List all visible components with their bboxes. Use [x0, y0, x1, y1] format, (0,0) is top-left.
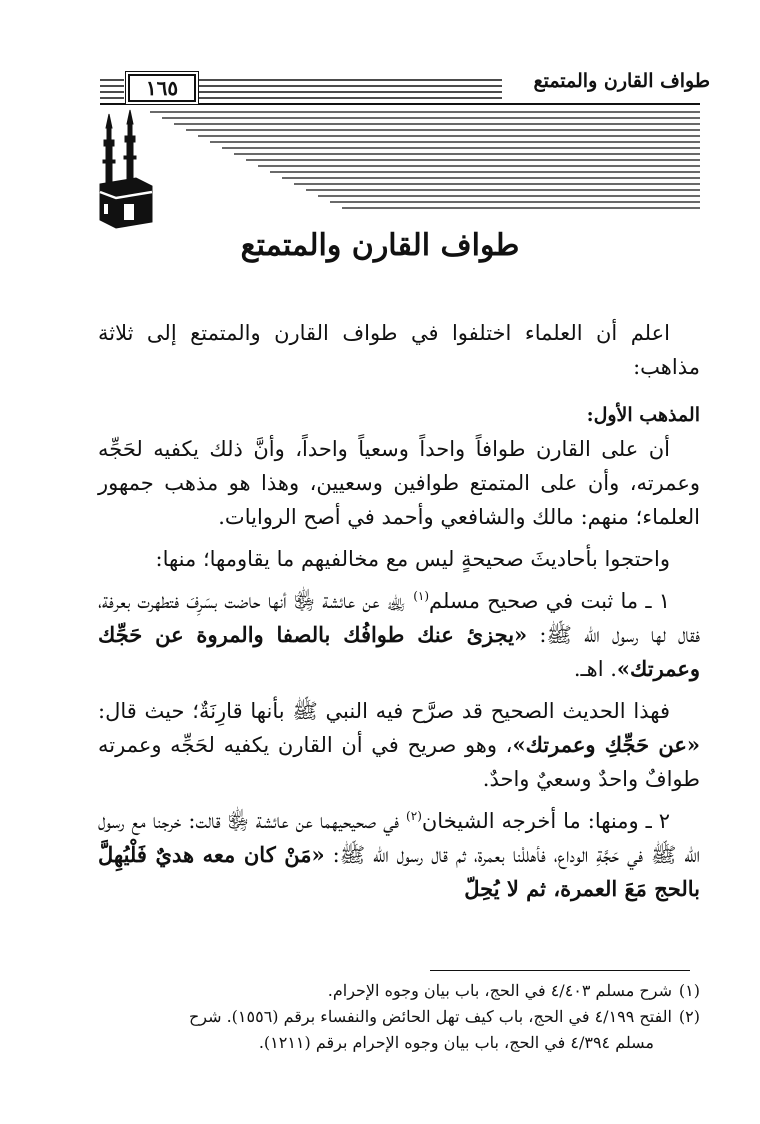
footnote-1: [90, 978, 700, 1004]
footnote-2-continuation: مسلم ٤/٣٩٤ في الحج، باب بيان وجوه الإحرام برقم (١٢١١).: [258, 1033, 654, 1052]
p5-text-a: ٢ ـ ومنها: ما أخرجه الشيخان: [421, 809, 670, 833]
hadith-quote-2: «عن حَجِّكِ وعمرتك»: [512, 732, 700, 757]
footnote-2-text-1: الفتح ٤/١٩٩ في الحج، باب كيف تهل الحائض والنفساء برقم (١٥٥٦). شرح: [188, 1007, 672, 1026]
paragraph-4: [98, 694, 700, 796]
left-header-rules: [100, 80, 124, 98]
footnote-ref-2: (٢): [406, 809, 422, 823]
hadith-quote-1: «يجزئ عنك طوافُك بالصفا والمروة عن حَجِّك وعمرتك»: [98, 622, 700, 681]
paragraph-2: واحتجوا بأحاديثَ صحيحةٍ ليس مع مخالفيهم ما يقاومها؛ منها:: [155, 547, 670, 571]
footnote-1-text: شرح مسلم ٤/٤٠٣ في الحج، باب بيان وجوه الإحرام.: [327, 981, 672, 1000]
intro-paragraph: اعلم أن العلماء اختلفوا في طواف القارن والمتمتع إلى ثلاثة مذاهب:: [98, 321, 700, 379]
header-ornament: [0, 0, 760, 240]
kaaba-minarets-icon: [100, 110, 152, 228]
footnote-separator: [430, 970, 690, 971]
chapter-title: طواف القارن والمتمتع: [240, 228, 520, 263]
footnote-2: [90, 1004, 700, 1030]
stepped-rules: [150, 112, 700, 208]
footnote-1-marker: (١): [678, 981, 700, 1000]
hadith-quote-3: «مَنْ كان معه هديٌ فَلْيُهِلَّ بالحج مَعَ العمرة، ثم لا يُحِلّ: [98, 842, 700, 901]
page-number: ١٦٥: [128, 74, 196, 102]
main-text: [98, 316, 700, 906]
paragraph-1: أن على القارن طوافاً واحداً وسعياً واحداً، وأنَّ ذلك يكفيه لحَجِّه وعمرته، وأن على المتمتع طوافين وسعيين، وهذا هو مذهب جمهور العلماء؛ منهم: مالك والشافعي وأحمد في أصح الروايات.: [98, 437, 700, 529]
running-title: طواف القارن والمتمتع: [533, 70, 710, 92]
p3-text-b: ﵀ عن عائشة ﵂ أنها حاضت بسَرِفَ فتطهرت بعرفة، فقال لها رسول الله ﷺ:: [98, 589, 700, 647]
footnote-ref-1: (١): [413, 589, 430, 603]
p3-text-a: ١ ـ ما ثبت في صحيح مسلم: [429, 589, 671, 613]
middle-header-rules: [198, 80, 502, 98]
p5-text-b: في صحيحيهما عن عائشة ﵂ قالت: خرجنا مع رسول الله ﷺ في حَجَّةِ الوداع، فأهللْنا بعمرة، ثم قال رسول الله ﷺ:: [98, 809, 700, 867]
footnote-2-marker: (٢): [678, 1007, 700, 1026]
p3-text-c: . اهـ.: [573, 657, 617, 681]
paragraph-5: [98, 804, 700, 906]
subheading-first-madhhab: المذهب الأول:: [586, 404, 700, 426]
footnotes: [90, 978, 700, 1056]
p4-text-b: ، وهو صريح في أن القارن يكفيه لحَجِّه وعمرته طوافٌ واحدٌ وسعيٌ واحدٌ.: [98, 733, 700, 791]
p4-text-a: فهذا الحديث الصحيح قد صرَّح فيه النبي ﷺ بأنها قارِنَةٌ؛ حيث قال:: [98, 699, 670, 723]
paragraph-3: [98, 584, 700, 686]
